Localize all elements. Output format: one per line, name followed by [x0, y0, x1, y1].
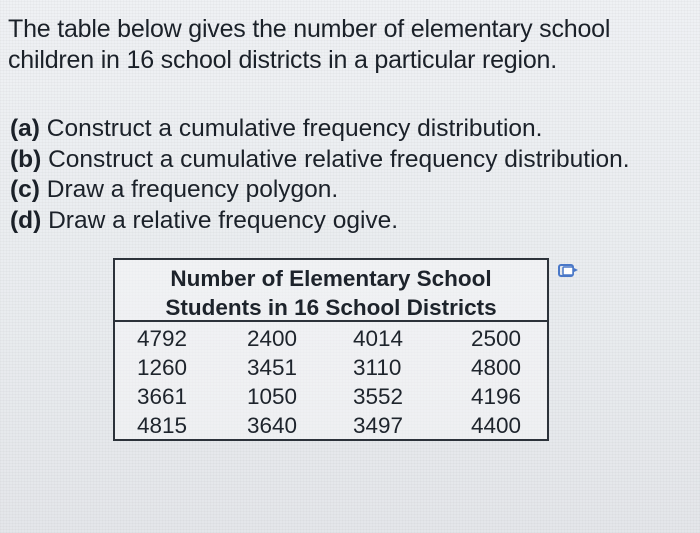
- part-c: [10, 175, 695, 206]
- table-cell: 2400: [247, 326, 298, 351]
- intro-line-1: The table below gives the number of elementary school: [8, 15, 611, 43]
- table-cell: 3552: [353, 384, 404, 409]
- part-c-letter: (c): [10, 176, 40, 203]
- part-d-letter: (d): [10, 206, 42, 234]
- table-caption-line-2: Students in 16 School Districts: [165, 295, 497, 320]
- part-a-letter: (a): [10, 115, 40, 142]
- table-cell: 4792: [137, 326, 188, 351]
- copy-icon[interactable]: [557, 262, 581, 280]
- table-cell: 1260: [137, 355, 188, 380]
- part-c-text: Draw a frequency polygon.: [39, 176, 339, 203]
- table-cell: 4196: [471, 384, 522, 409]
- table-cell: 4400: [471, 413, 522, 438]
- table-caption-line-1: Number of Elementary School: [170, 266, 492, 291]
- part-b-letter: (b): [10, 145, 42, 173]
- part-b-text: Construct a cumulative relative frequency distribution.: [41, 145, 630, 173]
- problem-intro: [8, 14, 688, 76]
- table-cell: 3451: [247, 355, 298, 380]
- part-d-text: Draw a relative frequency ogive.: [41, 206, 399, 234]
- table-cell: 1050: [247, 384, 298, 409]
- table-cell: 3661: [137, 384, 188, 409]
- table-cell: 3110: [353, 355, 402, 380]
- table-cell: 4815: [137, 413, 188, 438]
- part-b: [10, 145, 695, 176]
- table-cell: 2500: [471, 326, 522, 351]
- part-a-text: Construct a cumulative frequency distribution.: [39, 115, 543, 142]
- part-a: [10, 114, 695, 145]
- table-cell: 3640: [247, 413, 298, 438]
- table-cell: 4014: [353, 326, 404, 351]
- problem-parts-list: [10, 114, 695, 236]
- table-cell: 4800: [471, 355, 522, 380]
- table-cell: 3497: [353, 413, 404, 438]
- table-body: [115, 322, 547, 440]
- intro-line-2: children in 16 school districts in a particular region.: [8, 46, 557, 74]
- table-caption: [115, 260, 547, 322]
- student-count-table: [113, 258, 549, 441]
- part-d: [10, 206, 695, 237]
